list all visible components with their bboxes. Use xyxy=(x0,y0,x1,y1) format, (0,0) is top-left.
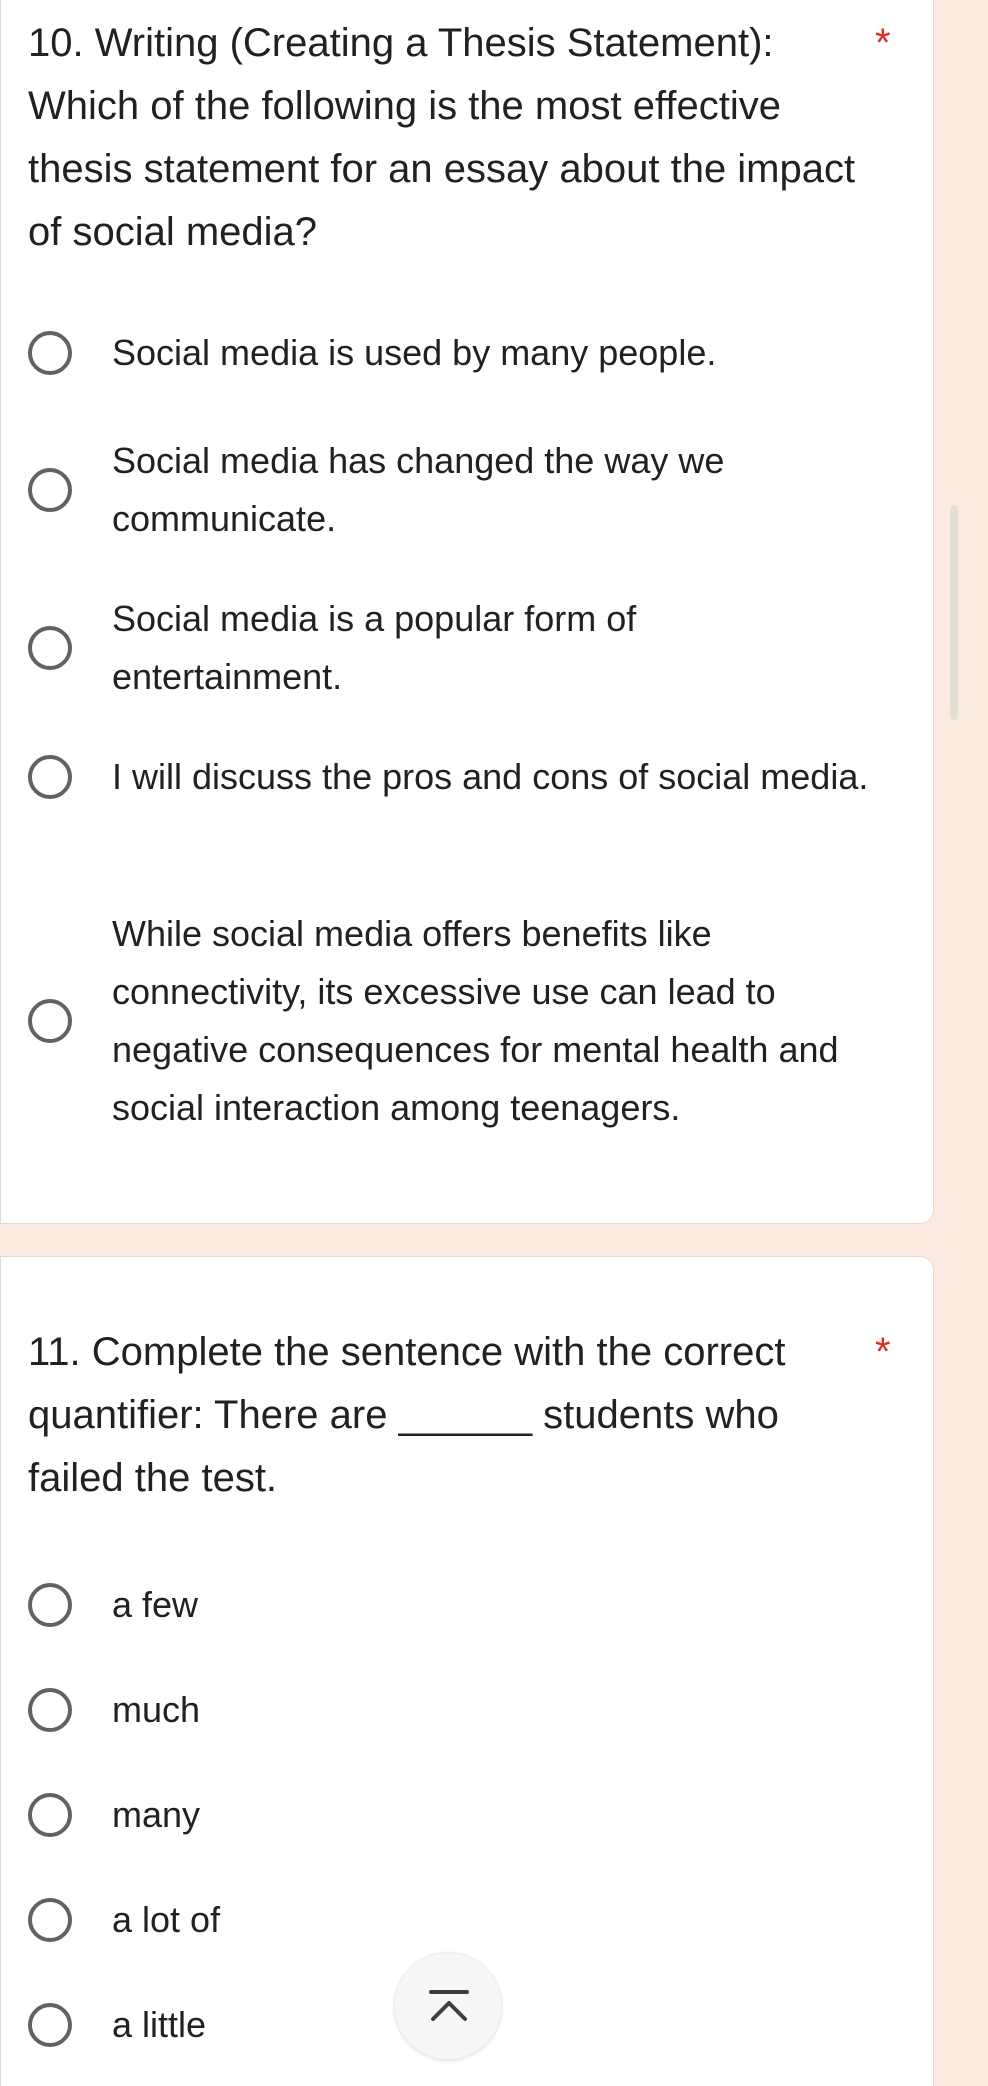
radio-option-label: I will discuss the pros and cons of social media. xyxy=(112,756,869,797)
scroll-to-top-button[interactable] xyxy=(394,1952,502,2060)
radio-option-label: Social media is used by many people. xyxy=(112,332,717,373)
radio-button[interactable] xyxy=(28,1688,72,1732)
radio-button[interactable] xyxy=(28,999,72,1043)
question-title: 10. Writing (Creating a Thesis Statement): Which of the following is the most effective thesis statement for an essay about the impact of social media? xyxy=(28,21,856,254)
radio-button[interactable] xyxy=(28,1793,72,1837)
radio-option-label: While social media offers benefits like connectivity, its excessive use can lead to negative consequences for mental health and social interaction among teenagers. xyxy=(112,913,839,1128)
question-header xyxy=(28,1321,915,1510)
chevron-up-to-top-icon xyxy=(427,1989,471,2025)
required-indicator: * xyxy=(875,1330,891,1374)
radio-option-label: Social media has changed the way we communicate. xyxy=(112,440,725,539)
question-title: 11. Complete the sentence with the correct quantifier: There are ______ students who failed the test. xyxy=(28,1330,786,1500)
radio-button[interactable] xyxy=(28,626,72,670)
radio-option[interactable] xyxy=(28,748,873,806)
radio-option-label: a little xyxy=(112,2004,207,2045)
radio-option-label: Social media is a popular form of entertainment. xyxy=(112,598,637,697)
radio-option[interactable] xyxy=(28,1891,873,1949)
radio-button[interactable] xyxy=(28,1898,72,1942)
radio-option[interactable] xyxy=(28,1681,873,1739)
radio-option[interactable] xyxy=(28,1786,873,1844)
radio-option-label: many xyxy=(112,1794,201,1835)
radio-option-label: much xyxy=(112,1689,201,1730)
radio-button[interactable] xyxy=(28,1583,72,1627)
radio-button[interactable] xyxy=(28,755,72,799)
radio-button[interactable] xyxy=(28,2003,72,2047)
radio-option[interactable] xyxy=(28,905,873,1137)
radio-option[interactable] xyxy=(28,590,873,706)
question-header xyxy=(28,12,915,264)
page-scrollbar[interactable] xyxy=(950,505,958,720)
radio-option-label: a lot of xyxy=(112,1899,221,1940)
radio-option[interactable] xyxy=(28,1576,873,1634)
radio-option[interactable] xyxy=(28,432,873,548)
radio-button[interactable] xyxy=(28,468,72,512)
radio-option[interactable] xyxy=(28,324,873,382)
radio-button[interactable] xyxy=(28,331,72,375)
required-indicator: * xyxy=(875,21,891,65)
radio-option-label: a few xyxy=(112,1584,199,1625)
